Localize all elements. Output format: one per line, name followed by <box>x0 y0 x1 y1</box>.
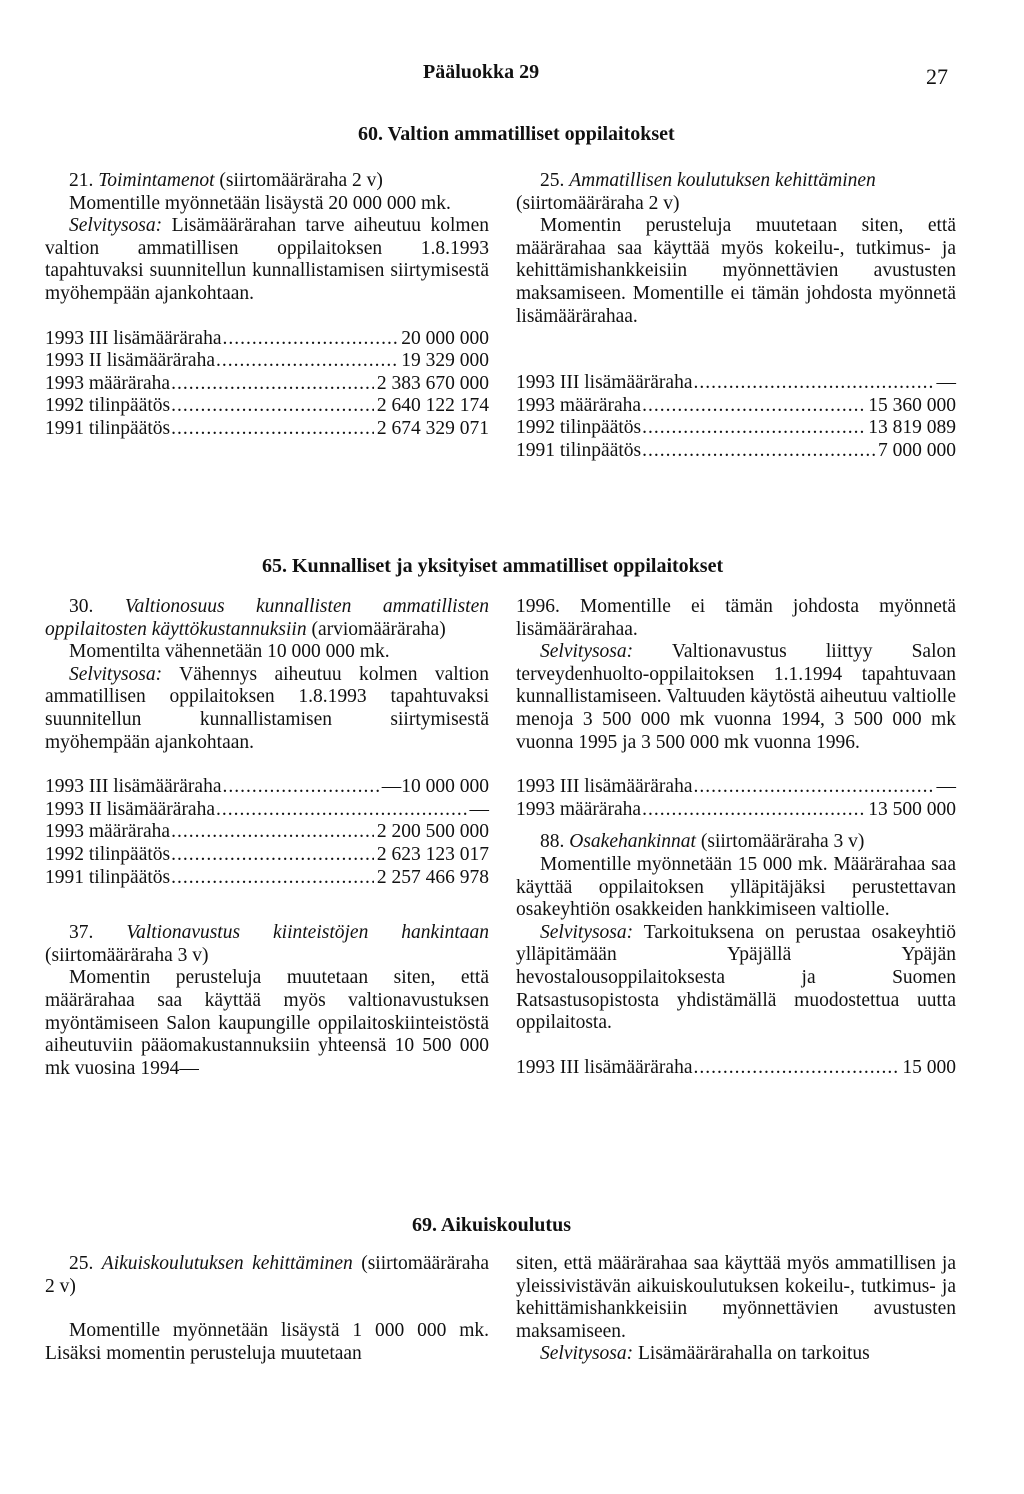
item-37-explanation: Selvitysosa: Valtionavustus liittyy Salon terveydenhuolto-oppilaitoksen 1.1.1994 tapahtuvaan kunnallistamiseen. Valtuuden käytöstä aiheutuu valtiolle menoja 3 500 000 mk vuonna 1994, 3 500 000 mk vuonna 1995 ja 3 500 000 mk vuonna 1996. <box>516 641 956 753</box>
section-60-heading: 60. Valtion ammatilliset oppilaitokset <box>358 123 675 145</box>
item-25-table <box>516 372 956 462</box>
table-row: 1993 III lisämääräraha ..... — <box>516 372 956 395</box>
item-21-text: Momentille myönnetään lisäystä 20 000 000 mk. <box>69 192 451 214</box>
table-row: 1992 tilinpäätös ..... 13 819 089 <box>516 417 956 440</box>
table-row: 1991 tilinpäätös ..... 2 257 466 978 <box>45 867 489 890</box>
item-37-table <box>516 776 956 821</box>
table-row: 1993 määräraha ..... 2 200 500 000 <box>45 821 489 844</box>
section-65-heading: 65. Kunnalliset ja yksityiset ammatilliset oppilaitokset <box>262 555 724 577</box>
item-25-adult-text-cont: siten, että määrärahaa saa käyttää myös ammatillisen ja yleissivistävän aikuiskoulutuksen kokeilu-, tutkimus- ja kehittämishankkeisiin myönnettävien avustusten maksamiseen. <box>516 1253 956 1342</box>
table-row: 1993 määräraha ..... 2 383 670 000 <box>45 373 489 396</box>
item-21 <box>45 170 489 441</box>
item-25-text: Momentin perusteluja muutetaan siten, että määrärahaa saa käyttää myös kokeilu-, tutkimus- ja kehittämishankkeisiin myönnettävien avustusten maksamiseen. Momentille ei tämän johdosta myönnetä lisämäärärahaa. <box>516 215 956 327</box>
table-row: 1993 III lisämääräraha ..... — <box>516 776 956 799</box>
item-30-text: Momentilta vähennetään 10 000 000 mk. <box>69 641 390 663</box>
item-30-table <box>45 776 489 889</box>
item-88-title: 88. Osakehankinnat (siirtomääräraha 3 v) <box>540 831 865 853</box>
table-row: 1993 määräraha ..... 13 500 000 <box>516 799 956 822</box>
item-25-adult-explanation: Selvitysosa: Lisämäärärahalla on tarkoitus <box>540 1343 870 1365</box>
item-30-title: 30. Valtionosuus kunnallisten ammatillisten oppilaitosten käyttökustannuksiin (arviomääräraha) <box>45 596 489 640</box>
table-row: 1991 tilinpäätös ..... 2 674 329 071 <box>45 418 489 441</box>
item-88-table <box>516 1057 956 1080</box>
table-row: 1993 III lisämääräraha ..... —10 000 000 <box>45 776 489 799</box>
item-25-adult-text: Momentille myönnetään lisäystä 1 000 000 mk. Lisäksi momentin perusteluja muutetaan <box>45 1320 489 1364</box>
item-25-adult-title: 25. Aikuiskoulutuksen kehittäminen (siirtomääräraha 2 v) <box>45 1253 489 1297</box>
item-30-explanation: Selvitysosa: Vähennys aiheutuu kolmen valtion ammatillisen oppilaitoksen 1.8.1993 tapahtuvaksi suunnitellun kunnallistamisen siirtymisestä myöhempään ajankohtaan. <box>45 663 489 753</box>
item-21-table <box>45 328 489 441</box>
page-number: 27 <box>926 64 948 89</box>
table-row: 1993 II lisämääräraha ..... — <box>45 799 489 822</box>
table-row: 1993 III lisämääräraha ..... 20 000 000 <box>45 328 489 351</box>
items-30-37 <box>45 596 489 1080</box>
item-25-adult-cont <box>516 1253 956 1366</box>
items-37cont-88 <box>516 596 956 1079</box>
item-88-text: Momentille myönnetään 15 000 mk. Määrärahaa saa käyttää oppilaitoksen ylläpitäjäksi perustettavan osakeyhtiön osakkeiden hankkimiseen valtiolle. <box>516 853 956 921</box>
item-37-title: 37. Valtionavustus kiinteistöjen hankintaan (siirtomääräraha 3 v) <box>45 922 489 966</box>
table-row: 1993 II lisämääräraha ..... 19 329 000 <box>45 350 489 373</box>
running-title: Pääluokka 29 <box>423 61 540 83</box>
table-row: 1993 III lisämääräraha ..... 15 000 <box>516 1057 956 1080</box>
table-row: 1993 määräraha ..... 15 360 000 <box>516 395 956 418</box>
item-25-adult <box>45 1253 489 1365</box>
table-row: 1992 tilinpäätös ..... 2 623 123 017 <box>45 844 489 867</box>
table-row: 1992 tilinpäätös ..... 2 640 122 174 <box>45 395 489 418</box>
item-21-title: 21. Toimintamenot (siirtomääräraha 2 v) <box>69 170 383 191</box>
item-25-vocational <box>516 170 956 463</box>
table-row: 1991 tilinpäätös ..... 7 000 000 <box>516 440 956 463</box>
section-69-heading: 69. Aikuiskoulutus <box>412 1214 571 1236</box>
item-37-text-cont: 1996. Momentille ei tämän johdosta myönnetä lisämäärärahaa. <box>516 596 956 640</box>
item-88-explanation: Selvitysosa: Tarkoituksena on perustaa osakeyhtiö ylläpitämään Ypäjällä Ypäjän hevostalousoppilaitoksesta ja Suomen Ratsastusopistosta yhdistämällä muodostettua uutta oppilaitosta. <box>516 921 956 1034</box>
item-25-title: 25. Ammatillisen koulutuksen kehittäminen (siirtomääräraha 2 v) <box>516 170 876 214</box>
item-37-text: Momentin perusteluja muutetaan siten, että määrärahaa saa käyttää myös valtionavustuksen myöntämiseen Salon kaupungille oppilaitoskiinteistöstä aiheutuviin pääomakustannuksiin yhteensä 10 500 000 mk vuosina 1994— <box>45 967 489 1079</box>
item-21-explanation: Selvitysosa: Lisämäärärahan tarve aiheutuu kolmen valtion ammatillisen oppilaitoksen 1.8.1993 tapahtuvaksi suunnitellun kunnallistamisen siirtymisestä myöhempään ajankohtaan. <box>45 215 489 304</box>
